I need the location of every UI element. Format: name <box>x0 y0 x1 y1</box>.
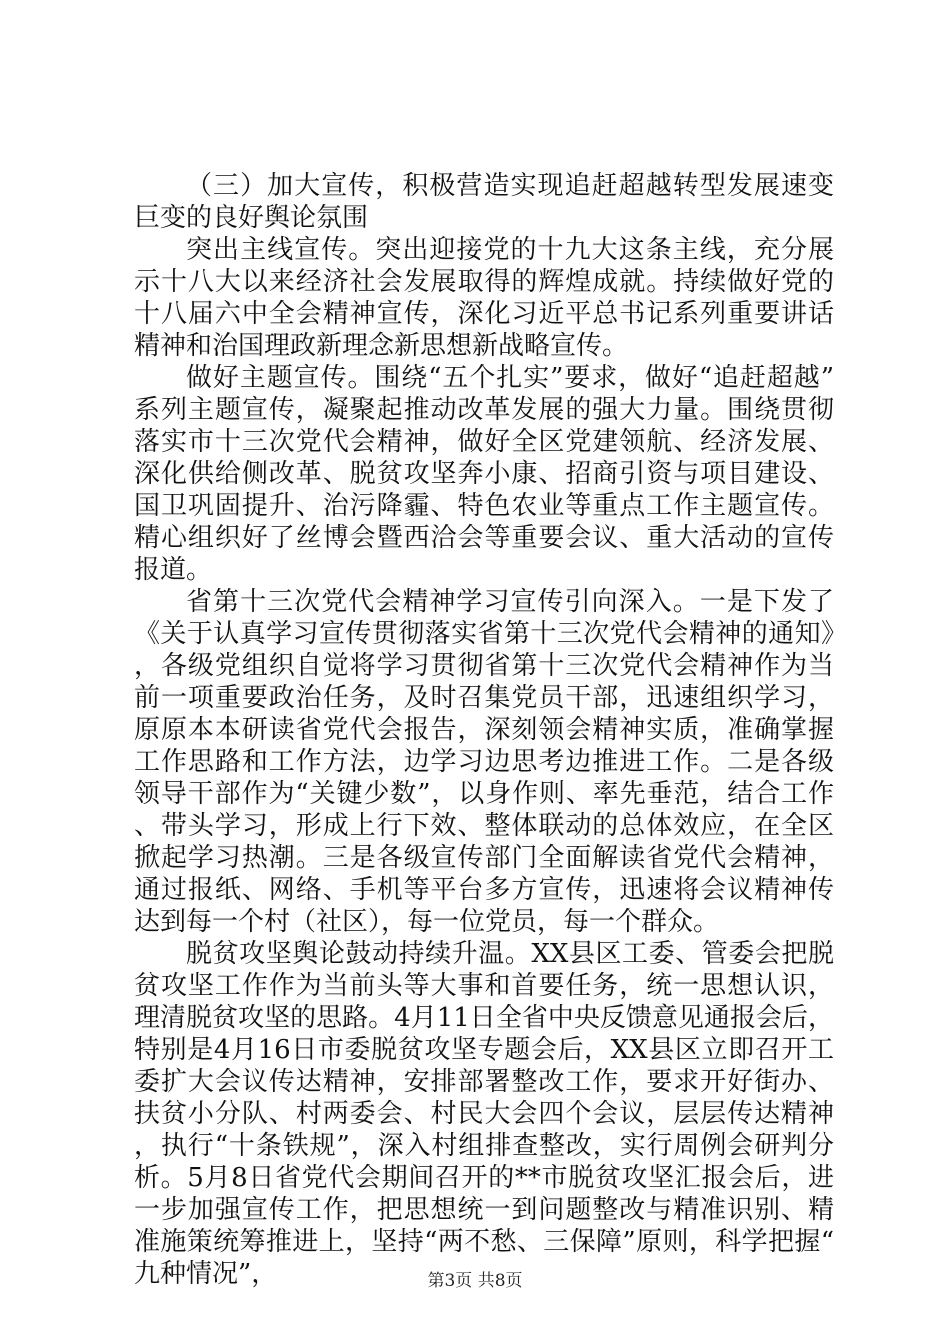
page-number-footer: 第3页 共8页 <box>427 1271 523 1291</box>
paragraph-main-line-publicity: 突出主线宣传。突出迎接党的十九大这条主线，充分展示十八大以来经济社会发展取得的辉煌成就。持续做好党的十八届六中全会精神宣传，深化习近平总书记系列重要讲话精神和治国理政新理念新思想新战略宣传。 <box>134 235 834 361</box>
paragraph-poverty-alleviation: 脱贫攻坚舆论鼓动持续升温。XX县区工委、管委会把脱贫攻坚工作作为当前头等大事和首要任务，统一思想认识，理清脱贫攻坚的思路。4月11日全省中央反馈意见通报会后，特别是4月16日市委脱贫攻坚专题会后，XX县区立即召开工委扩大会议传达精神，安排部署整改工作，要求开好街办、扶贫小分队、村两委会、村民大会四个会议，层层传达精神，执行“十条铁规”，深入村组排查整改，实行周例会研判分析。5月8日省党代会期间召开的**市脱贫攻坚汇报会后，进一步加强宣传工作，把思想统一到问题整改与精准识别、精准施策统筹推进上，坚持“两不愁、三保障”原则，科学把握“九种情况”， <box>134 939 834 1289</box>
document-body <box>134 170 834 1290</box>
paragraph-theme-publicity: 做好主题宣传。围绕“五个扎实”要求，做好“追赶超越”系列主题宣传，凝聚起推动改革发展的强大力量。围绕贯彻落实市十三次党代会精神，做好全区党建领航、经济发展、深化供给侧改革、脱贫攻坚奔小康、招商引资与项目建设、国卫巩固提升、治污降霾、特色农业等重点工作主题宣传。精心组织好了丝博会暨西洽会等重要会议、重大活动的宣传报道。 <box>134 363 834 585</box>
section-heading: （三）加大宣传，积极营造实现追赶超越转型发展速变巨变的良好舆论氛围 <box>134 171 834 233</box>
paragraph-congress-study: 省第十三次党代会精神学习宣传引向深入。一是下发了《关于认真学习宣传贯彻落实省第十三次党代会精神的通知》，各级党组织自觉将学习贯彻省第十三次党代会精神作为当前一项重要政治任务，及时召集党员干部，迅速组织学习，原原本本研读省党代会报告，深刻领会精神实质，准确掌握工作思路和工作方法，边学习边思考边推进工作。二是各级领导干部作为“关键少数”，以身作则、率先垂范，结合工作、带头学习，形成上行下效、整体联动的总体效应，在全区掀起学习热潮。三是各级宣传部门全面解读省党代会精神，通过报纸、网络、手机等平台多方宣传，迅速将会议精神传达到每一个村（社区），每一位党员，每一个群众。 <box>134 587 834 937</box>
